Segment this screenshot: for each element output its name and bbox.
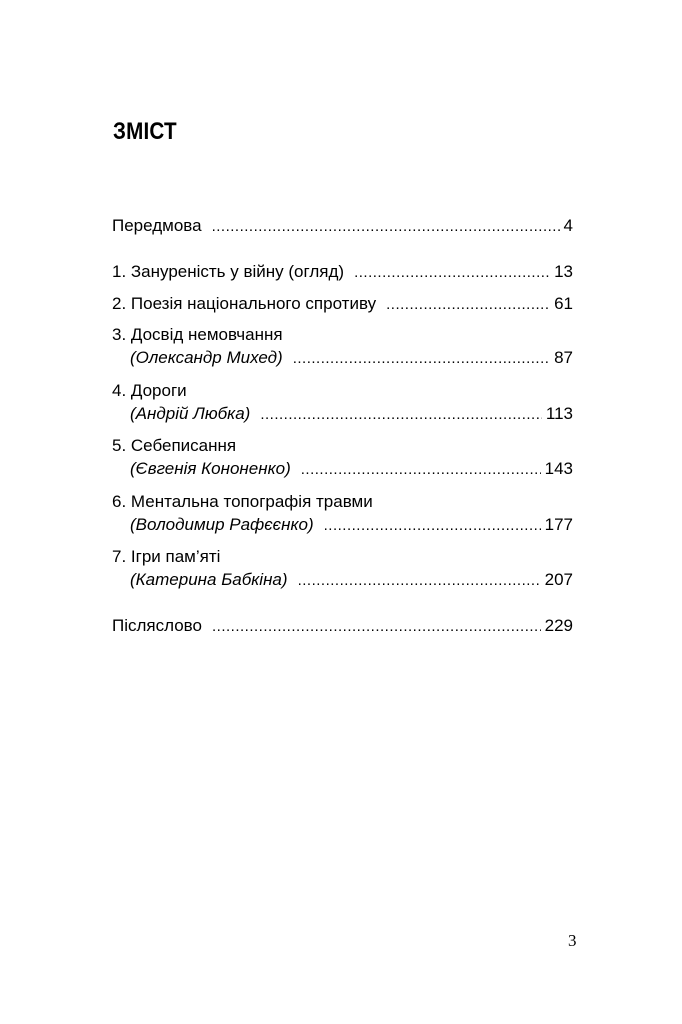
toc-entry-chapter-5 [112, 434, 573, 478]
page-number: 3 [568, 931, 577, 950]
dot-leader [301, 458, 541, 481]
dot-leader [298, 569, 541, 592]
toc-page-number: 4 [563, 216, 573, 235]
page-title: ЗМІСТ [113, 118, 177, 145]
toc-entry-chapter-6 [112, 490, 573, 534]
dot-leader [293, 347, 550, 370]
toc-entry-title: 4. Дороги [112, 381, 187, 400]
toc-page-number: 207 [544, 570, 573, 589]
toc-entry-afterword [112, 614, 573, 637]
toc-entry-author: (Євгенія Кононенко) [130, 459, 291, 478]
toc-page-number: 87 [554, 348, 573, 367]
toc-page-number: 61 [554, 294, 573, 313]
toc-entry-foreword [112, 214, 573, 237]
dot-leader [260, 403, 542, 426]
toc-entry-author: (Андрій Любка) [130, 404, 251, 423]
toc-entry-title: 1. Зануреність у війну (огляд) [112, 262, 345, 281]
toc-entry-author: (Олександр Михед) [130, 348, 283, 367]
toc-entry-title: Передмова [112, 216, 202, 235]
toc-page-number: 143 [544, 459, 573, 478]
dot-leader [324, 514, 541, 537]
toc-entry-title: Післяслово [112, 616, 202, 635]
toc-entry-chapter-2 [112, 292, 573, 315]
toc-entry-title: 5. Себеписання [112, 436, 237, 455]
toc-page-number: 229 [544, 616, 573, 635]
toc-entry-title: 2. Поезія національного спротиву [112, 294, 377, 313]
toc-entry-author: (Володимир Рафєєнко) [130, 515, 314, 534]
dot-leader [212, 215, 560, 238]
toc-entry-title: 6. Ментальна топографія травми [112, 492, 373, 511]
toc-entry-chapter-3 [112, 323, 573, 367]
toc-entry-chapter-7 [112, 545, 573, 589]
toc-page-number: 113 [545, 404, 573, 423]
dot-leader [386, 293, 550, 316]
toc-page-number: 177 [544, 515, 573, 534]
toc-entry-title: 7. Ігри пам’яті [112, 547, 221, 566]
toc-entry-chapter-4 [112, 379, 573, 423]
toc-page-number: 13 [554, 262, 573, 281]
dot-leader [212, 615, 541, 638]
toc-entry-title: 3. Досвід немовчання [112, 325, 283, 344]
toc-entry-chapter-1 [112, 260, 573, 283]
toc-entry-author: (Катерина Бабкіна) [130, 570, 288, 589]
dot-leader [354, 261, 550, 284]
